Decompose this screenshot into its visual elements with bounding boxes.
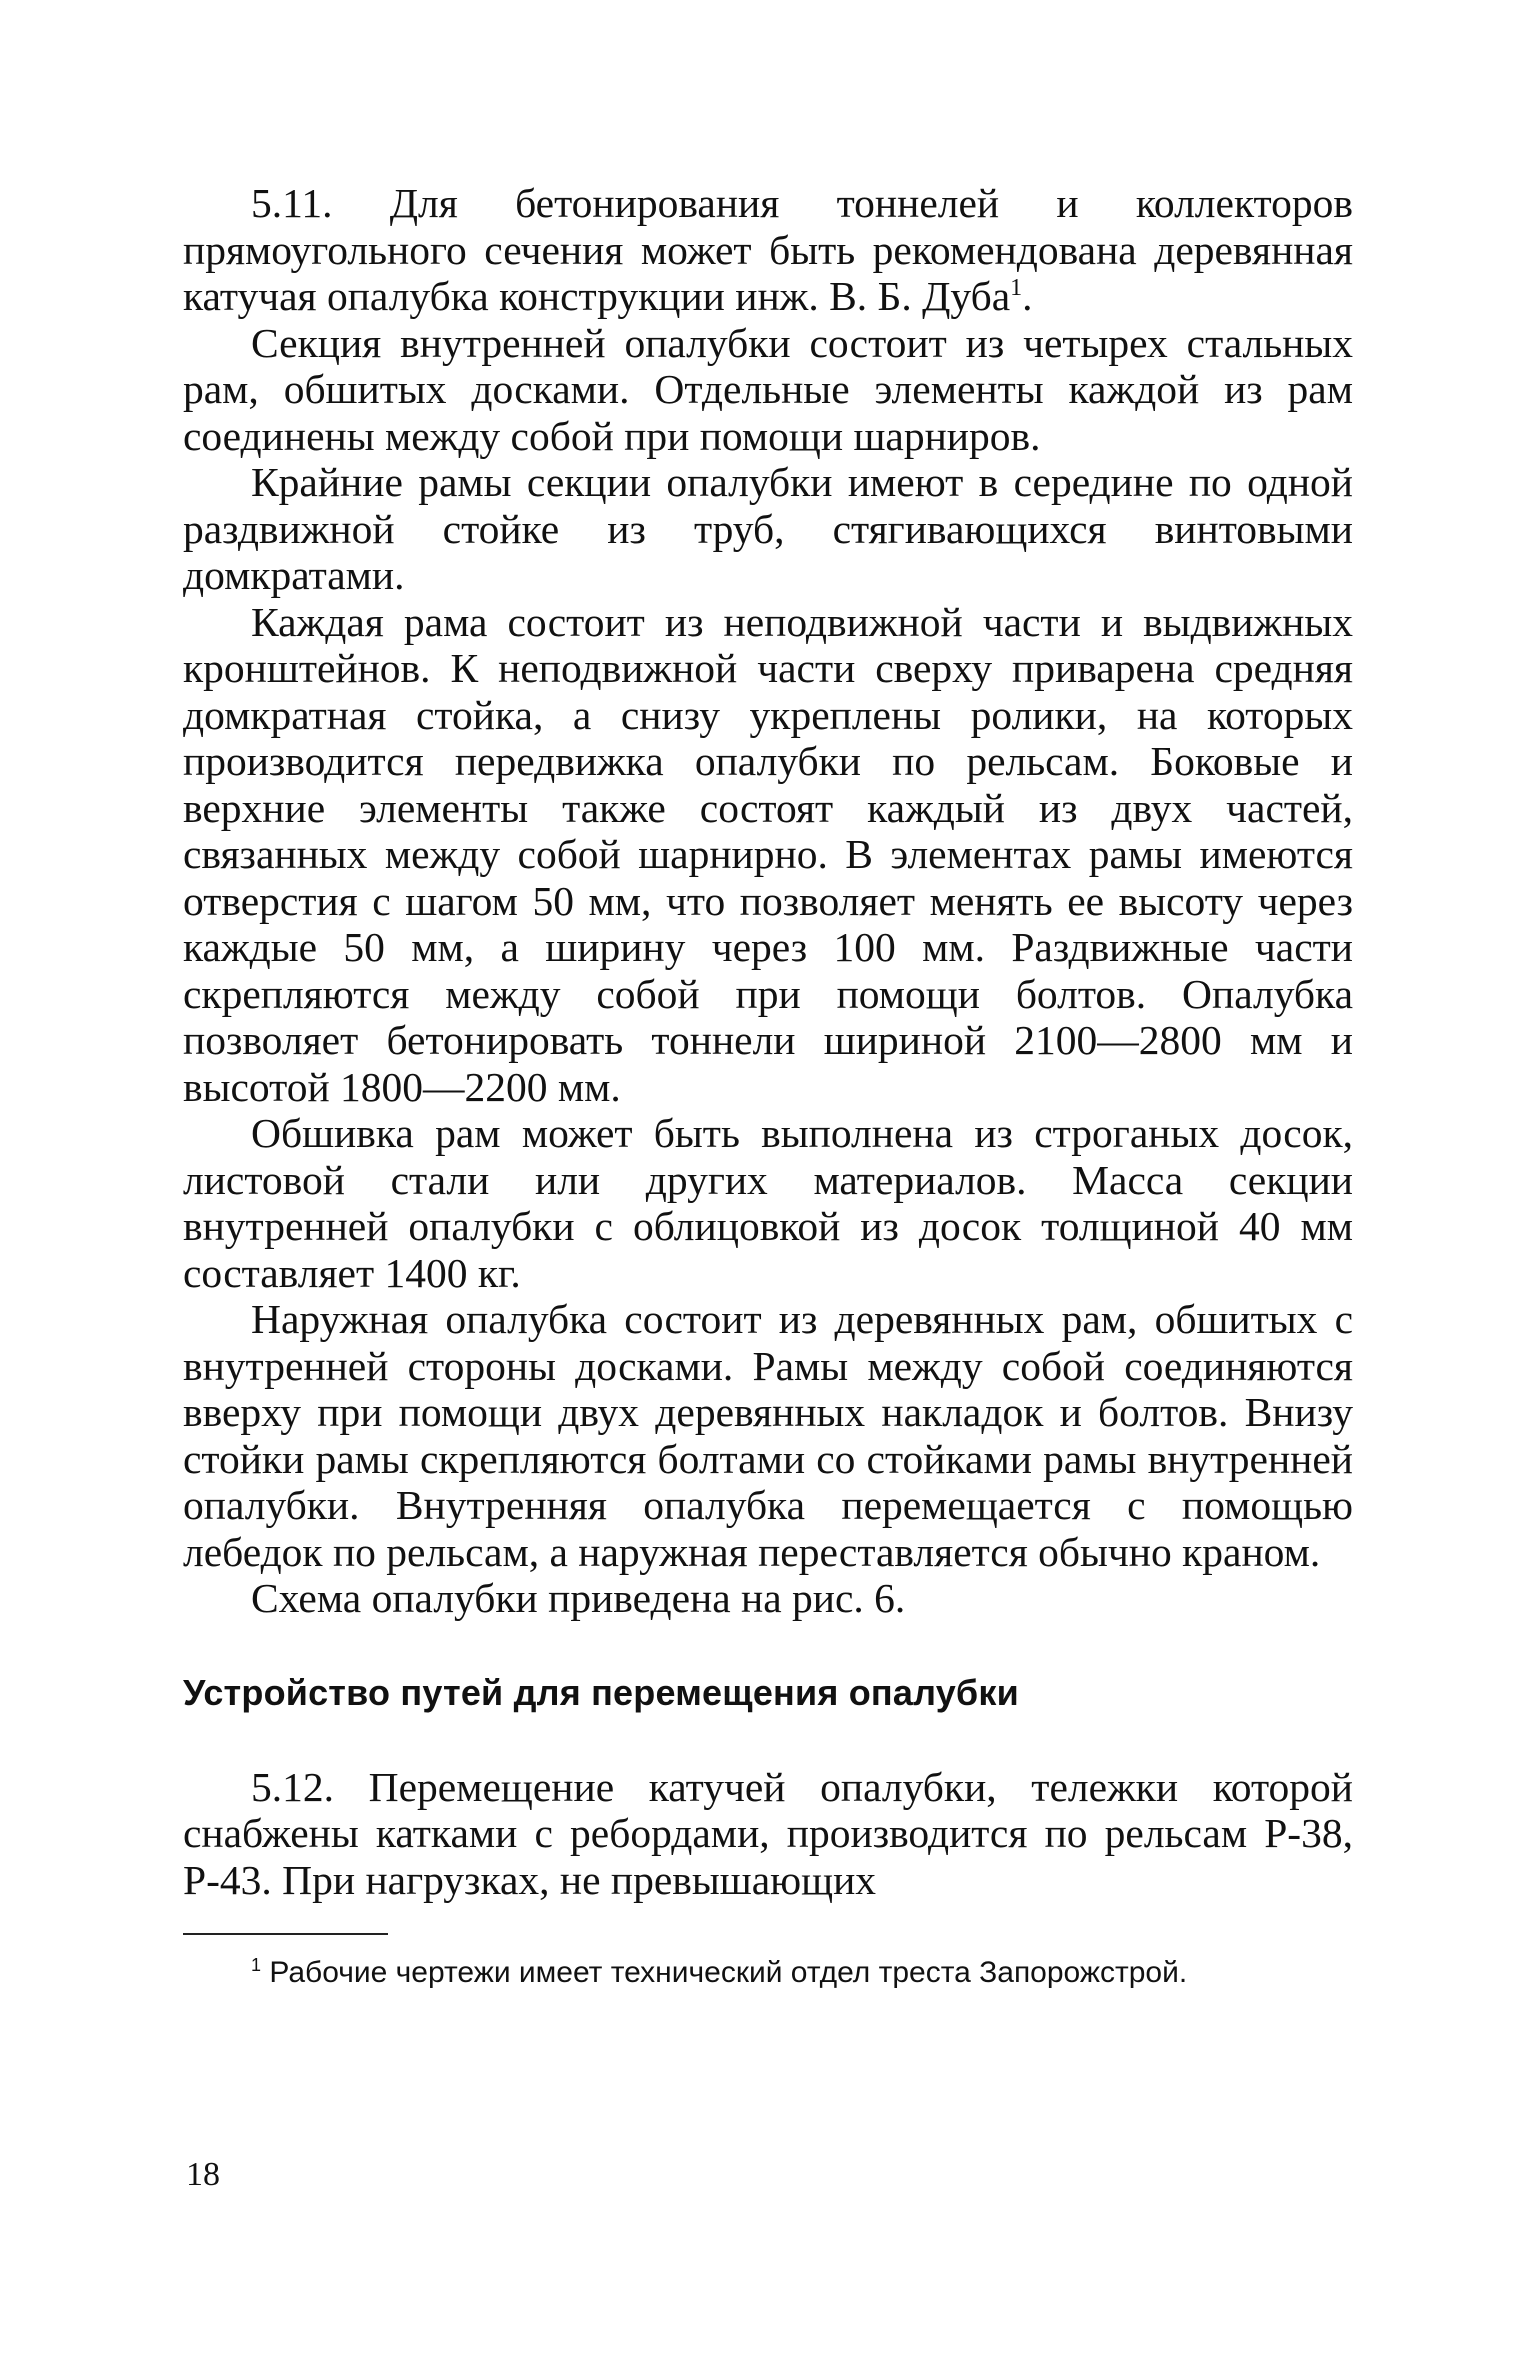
footnote <box>183 1955 1353 1991</box>
paragraph-frame-structure: Каждая рама состоит из неподвижной части и выдвижных кронштейнов. К неподвижной части сверху приварена средняя домкратная стойка, а снизу укреплены ролики, на которых производится передвижка опалубки по рельсам. Боковые и верхние элементы также состоят каждый из двух частей, связанных между собой шарнирно. В элементах рамы имеются отверстия с шагом 50 мм, что позволяет менять ее высоту через каждые 50 мм, а ширину через 100 мм. Раздвижные части скрепляются между собой при помощи болтов. Опалубка позволяет бетонировать тоннели шириной 2100—2800 мм и высотой 1800—2200 мм. <box>183 598 1353 1110</box>
paragraph-text: Перемещение катучей опалубки, тележки которой снабжены катками с ребордами, производится по рельсам Р-38, Р-43. При нагрузках, не превышающих <box>183 1763 1353 1903</box>
section-number-5-12: 5.12. <box>251 1763 334 1810</box>
paragraph-end-frames: Крайние рамы секции опалубки имеют в середине по одной раздвижной стойке из труб, стягивающихся винтовыми домкратами. <box>183 459 1353 598</box>
paragraph-end: . <box>1022 273 1033 319</box>
section-heading: Устройство путей для перемещения опалубки <box>183 1671 1019 1713</box>
paragraph-5-11-intro <box>183 180 1353 320</box>
paragraph-outer-formwork: Наружная опалубка состоит из деревянных рам, обшитых с внутренней стороны досками. Рамы между собой соединяются вверху при помощи двух деревянных накладок и болтов. Внизу стойки рамы скрепляются болтами со стойками рамы внутренней опалубки. Внутренняя опалубка перемещается с помощью лебедок по рельсам, а наружная переставляется обычно краном. <box>183 1296 1353 1575</box>
paragraph-inner-formwork: Секция внутренней опалубки состоит из четырех стальных рам, обшитых досками. Отдельные элементы каждой из рам соединены между собой при помощи шарниров. <box>183 319 1353 459</box>
paragraph-sheathing: Обшивка рам может быть выполнена из строганых досок, листовой стали или других материалов. Масса секции внутренней опалубки с облицовкой из досок толщиной 40 мм составляет 1400 кг. <box>183 1110 1353 1296</box>
section-number-5-11: 5.11. <box>251 180 333 226</box>
footnote-reference[interactable]: 1 <box>1010 275 1023 302</box>
footnote-divider <box>183 1933 388 1935</box>
document-page <box>183 180 1353 1991</box>
paragraph-5-12 <box>183 1764 1353 1904</box>
paragraph-figure-reference: Схема опалубки приведена на рис. 6. <box>251 1575 906 1621</box>
footnote-mark: 1 <box>251 1955 262 1975</box>
footnote-text: Рабочие чертежи имеет технический отдел треста Запорожстрой. <box>269 1956 1188 1989</box>
page-number: 18 <box>186 2156 220 2193</box>
paragraph-text: Для бетонирования тоннелей и коллекторов прямоугольного сечения может быть рекомендована деревянная катучая опалубка конструкции инж. В. Б. Дуба <box>183 180 1353 319</box>
